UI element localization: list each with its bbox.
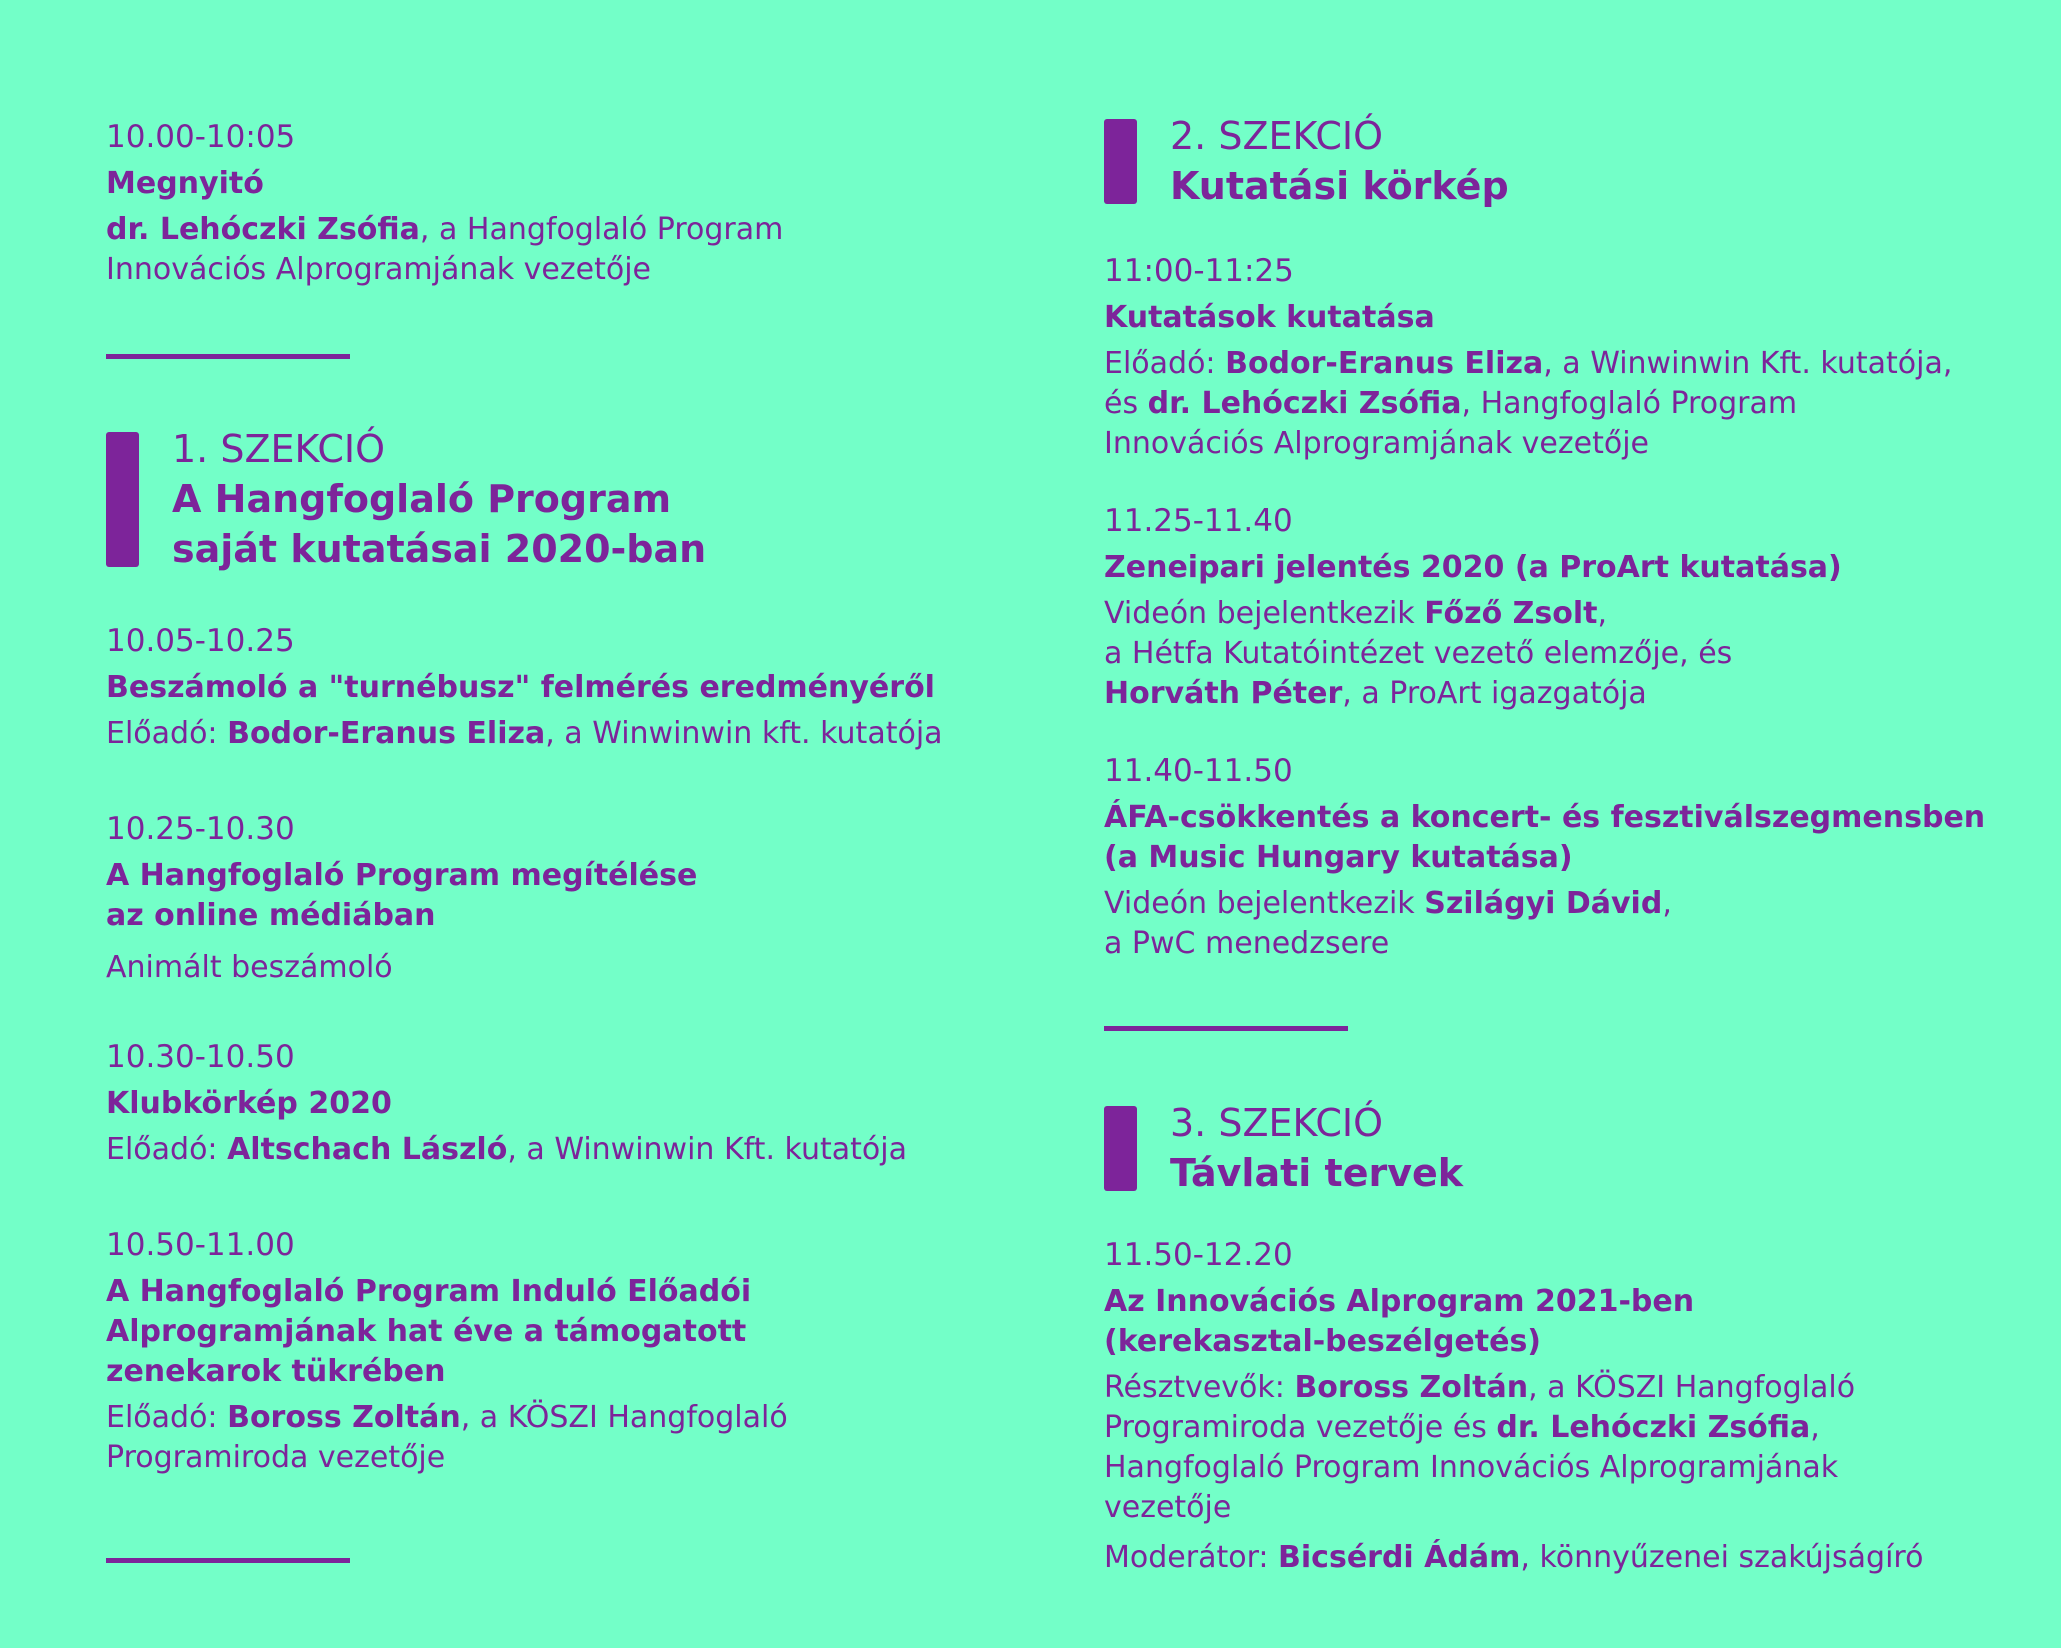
opening-entry — [106, 118, 1066, 290]
entry-time: 11.50-12.20 — [1104, 1237, 1293, 1273]
entry-title: Zeneipari jelentés 2020 (a ProArt kutatása) — [1104, 550, 1842, 585]
speaker-name: Altschach László — [227, 1132, 508, 1167]
entry-time: 10.25-10.30 — [106, 811, 295, 847]
speaker-name: Horváth Péter — [1104, 676, 1343, 711]
section-marker — [106, 432, 139, 567]
entry-title: Megnyitó — [106, 166, 264, 201]
section-number: 1. SZEKCIÓ — [172, 427, 385, 471]
entry-time: 10.00-10:05 — [106, 119, 296, 155]
entry-title: A Hangfoglaló Program Induló Előadói Alprogramjának hat éve a támogatott zenekarok tükrében — [106, 1274, 752, 1389]
section-title: A Hangfoglaló Program — [172, 477, 672, 521]
entry-description: Előadó: Bodor-Eranus Eliza, a Winwinwin Kft. kutatója, és dr. Lehóczki Zsófia, Hangfoglaló Program Innovációs Alprogramjának vezetője — [1104, 346, 1953, 461]
section-title: saját kutatásai 2020-ban — [172, 527, 707, 571]
entry-time: 10.50-11.00 — [106, 1227, 295, 1263]
speaker-name: Boross Zoltán — [1294, 1370, 1529, 1405]
section-title: Távlati tervek — [1170, 1151, 1464, 1195]
speaker-name: Boross Zoltán — [227, 1400, 461, 1435]
entry-time: 11:00-11:25 — [1104, 253, 1294, 289]
agenda-item — [1104, 752, 2044, 964]
agenda-item — [1104, 502, 2044, 714]
section-marker — [1104, 1106, 1137, 1191]
speaker-name: Főző Zsolt — [1424, 596, 1598, 631]
entry-time: 11.25-11.40 — [1104, 503, 1293, 539]
divider — [106, 354, 350, 359]
entry-title: Beszámoló a "turnébusz" felmérés eredményéről — [106, 670, 935, 705]
speaker-name: dr. Lehóczki Zsófia — [106, 212, 420, 247]
divider — [106, 1558, 350, 1563]
entry-title: Kutatások kutatása — [1104, 300, 1435, 335]
agenda-item — [106, 1038, 1066, 1170]
section-title: Kutatási körkép — [1170, 164, 1509, 208]
entry-description: Animált beszámoló — [106, 950, 393, 985]
speaker-name: Bodor-Eranus Eliza — [227, 716, 546, 751]
agenda-item — [106, 622, 1066, 754]
divider — [1104, 1026, 1348, 1031]
speaker-name: dr. Lehóczki Zsófia — [1147, 386, 1462, 421]
entry-description: Résztvevők: Boross Zoltán, a KÖSZI Hangfoglaló Programiroda vezetője és dr. Lehóczki Zsófia, Hangfoglaló Program Innovációs Alprogramjának vezetője — [1104, 1370, 1856, 1525]
entry-description: dr. Lehóczki Zsófia, a Hangfoglaló Program Innovációs Alprogramjának vezetője — [106, 212, 784, 287]
agenda-item — [106, 1226, 1066, 1478]
entry-title: ÁFA-csökkentés a koncert- és fesztiválszegmensben (a Music Hungary kutatása) — [1104, 800, 1986, 875]
entry-description: Előadó: Boross Zoltán, a KÖSZI Hangfoglaló Programiroda vezetője — [106, 1400, 788, 1475]
section-marker — [1104, 119, 1137, 204]
section-number: 3. SZEKCIÓ — [1170, 1101, 1383, 1145]
agenda-item — [1104, 1236, 2044, 1578]
entry-time: 11.40-11.50 — [1104, 753, 1293, 789]
moderator-name: Bicsérdi Ádám — [1278, 1540, 1521, 1575]
entry-description: Videón bejelentkezik Főző Zsolt, a Hétfa Kutatóintézet vezető elemzője, és Horváth Péter, a ProArt igazgatója — [1104, 596, 1733, 711]
speaker-name: Szilágyi Dávid — [1424, 886, 1663, 921]
entry-time: 10.30-10.50 — [106, 1039, 295, 1075]
entry-title: Az Innovációs Alprogram 2021-ben (kerekasztal-beszélgetés) — [1104, 1284, 1695, 1359]
entry-description: Előadó: Bodor-Eranus Eliza, a Winwinwin kft. kutatója — [106, 716, 943, 751]
agenda-item — [106, 810, 1066, 988]
moderator-line: Moderátor: Bicsérdi Ádám, könnyűzenei szakújságíró — [1104, 1540, 1924, 1575]
speaker-name: dr. Lehóczki Zsófia — [1496, 1410, 1811, 1445]
entry-title: A Hangfoglaló Program megítélése az online médiában — [106, 858, 698, 933]
entry-title: Klubkörkép 2020 — [106, 1086, 392, 1121]
entry-description: Videón bejelentkezik Szilágyi Dávid, a PwC menedzsere — [1104, 886, 1672, 961]
agenda-item — [1104, 252, 2044, 464]
speaker-name: Bodor-Eranus Eliza — [1225, 346, 1544, 381]
section-number: 2. SZEKCIÓ — [1170, 114, 1383, 158]
entry-description: Előadó: Altschach László, a Winwinwin Kft. kutatója — [106, 1132, 907, 1167]
entry-time: 10.05-10.25 — [106, 623, 295, 659]
